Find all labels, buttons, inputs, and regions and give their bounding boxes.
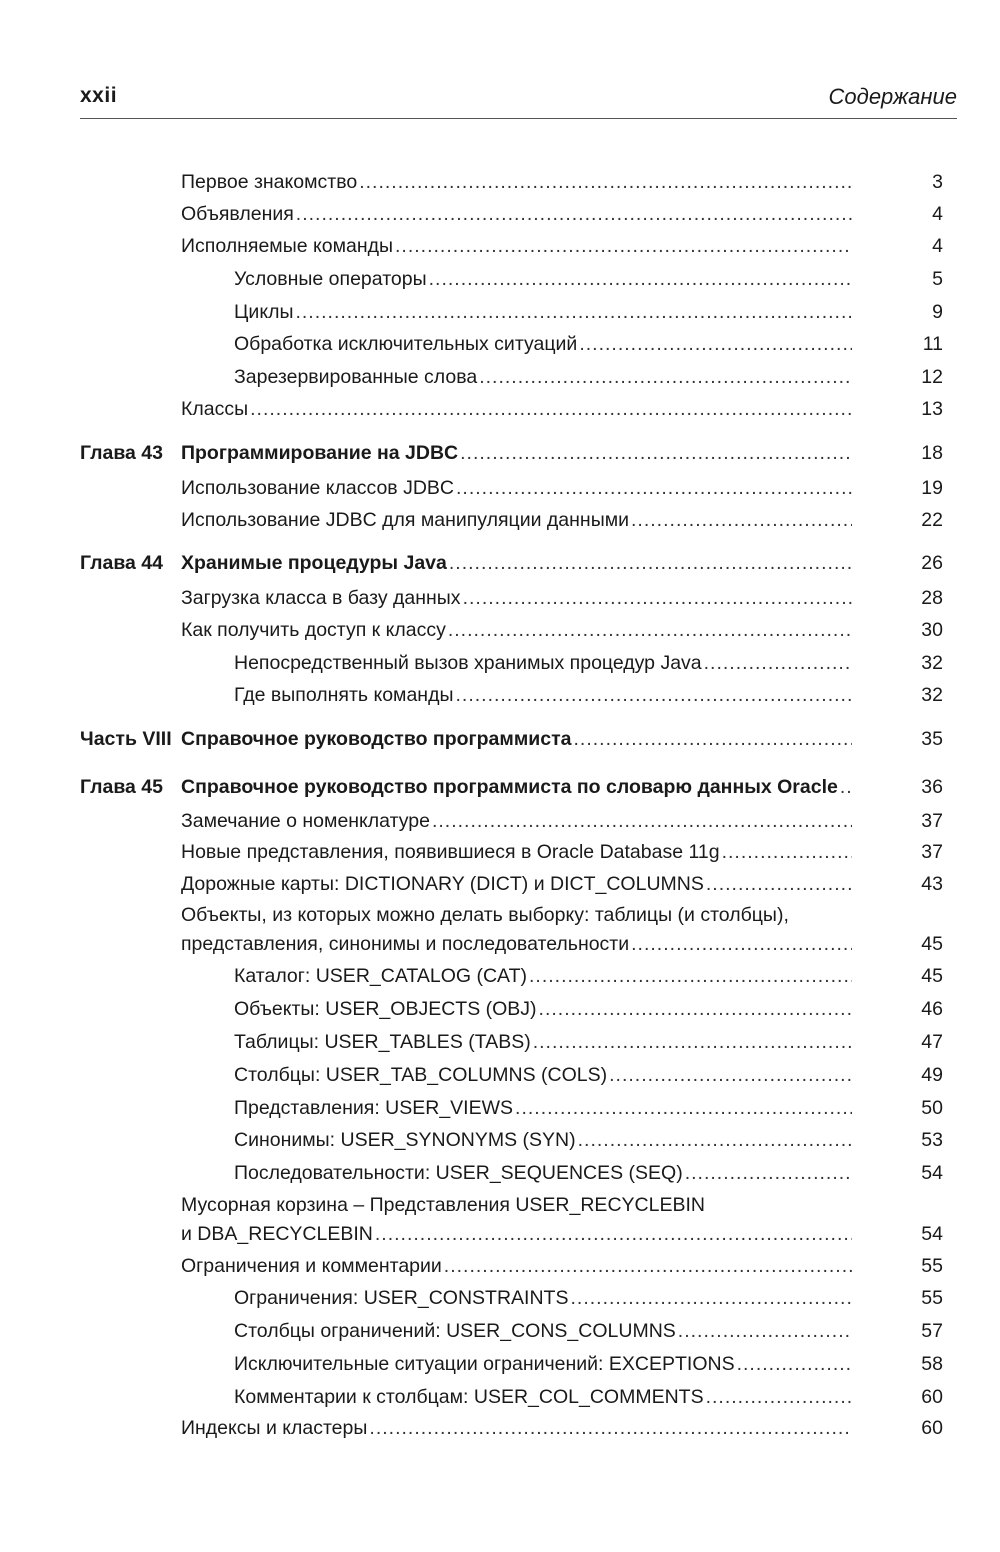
- toc-entry-title: Исполняемые команды: [181, 235, 393, 257]
- leader-dots: [515, 1094, 852, 1122]
- toc-entry-page: 45: [921, 965, 943, 987]
- toc-entry: [0, 330, 1000, 358]
- toc-entry-title: представления, синонимы и последовательности: [181, 933, 630, 955]
- toc-entry-title: Замечание о номенклатуре: [181, 810, 430, 832]
- toc-entry-title: Справочное руководство программиста по словарю данных Oracle: [181, 776, 838, 798]
- leader-dots: [609, 1061, 852, 1089]
- leader-dots: [631, 930, 852, 958]
- page-header: [80, 84, 957, 119]
- toc-entry-page: 9: [932, 301, 943, 323]
- toc-entry-page: 26: [921, 552, 943, 574]
- leader-dots: [448, 616, 852, 644]
- toc-entry-title: Циклы: [234, 301, 294, 323]
- toc-entry-page: 19: [921, 477, 943, 499]
- toc-entry: [0, 995, 1000, 1023]
- toc-entry-page: 43: [921, 873, 943, 895]
- toc-entry-title: Программирование на JDBC: [181, 442, 459, 464]
- chapter-label: Глава 43: [80, 442, 163, 464]
- toc-entry-title: Индексы и кластеры: [181, 1417, 368, 1439]
- toc-entry: [0, 1094, 1000, 1122]
- toc-entry-line1: [0, 1191, 1000, 1219]
- toc-entry: [0, 363, 1000, 391]
- page-number: xxii: [80, 84, 118, 107]
- toc-entry: [0, 168, 1000, 196]
- leader-dots: [460, 439, 852, 467]
- leader-dots: [395, 232, 852, 260]
- toc-entry: [0, 1126, 1000, 1154]
- leader-dots: [456, 474, 852, 502]
- toc-entry-page: 5: [932, 268, 943, 290]
- leader-dots: [296, 200, 852, 228]
- toc-entry: [0, 584, 1000, 612]
- leader-dots: [722, 838, 852, 866]
- toc-entry-title: Где выполнять команды: [234, 684, 454, 706]
- toc-entry: [0, 838, 1000, 866]
- toc-entry-title: Объекты: USER_OBJECTS (OBJ): [234, 998, 537, 1020]
- toc-entry-page: 11: [922, 333, 943, 355]
- leader-dots: [685, 1159, 852, 1187]
- leader-dots: [578, 1126, 852, 1154]
- toc-chapter: [0, 549, 1000, 577]
- toc-entry-page: 37: [921, 841, 943, 863]
- toc-entry-page: 36: [921, 776, 943, 798]
- toc-entry-title: Каталог: USER_CATALOG (CAT): [234, 965, 527, 987]
- toc-entry-page: 22: [921, 509, 943, 531]
- leader-dots: [704, 649, 852, 677]
- leader-dots: [678, 1317, 852, 1345]
- leader-dots: [579, 330, 852, 358]
- toc-entry-page: 3: [932, 171, 943, 193]
- toc-entry-title: и DBA_RECYCLEBIN: [181, 1223, 373, 1245]
- toc-entry: [0, 962, 1000, 990]
- toc-entry-page: 35: [921, 728, 943, 750]
- toc-entry: [0, 474, 1000, 502]
- toc-entry-title: Использование классов JDBC: [181, 477, 454, 499]
- leader-dots: [375, 1220, 852, 1248]
- toc-entry-title: Дорожные карты: DICTIONARY (DICT) и DICT_COLUMNS: [181, 873, 704, 895]
- toc-entry: [0, 395, 1000, 423]
- chapter-label: Глава 45: [80, 776, 163, 798]
- toc-entry-page: 13: [921, 398, 943, 420]
- leader-dots: [429, 265, 852, 293]
- chapter-label: Глава 44: [80, 552, 163, 574]
- toc-entry-page: 30: [921, 619, 943, 641]
- toc-chapter: [0, 439, 1000, 467]
- toc-entry-title: Столбцы ограничений: USER_CONS_COLUMNS: [234, 1320, 676, 1342]
- toc-entry-title: Комментарии к столбцам: USER_COL_COMMENTS: [234, 1386, 704, 1408]
- toc-entry-title: Исключительные ситуации ограничений: EXCEPTIONS: [234, 1353, 735, 1375]
- toc-entry-title: Ограничения: USER_CONSTRAINTS: [234, 1287, 569, 1309]
- toc-entry-page: 54: [921, 1162, 943, 1184]
- toc-entry: [0, 232, 1000, 260]
- toc-entry: [0, 870, 1000, 898]
- leader-dots: [479, 363, 852, 391]
- toc-entry-line1: [0, 901, 1000, 929]
- toc-entry-title-line1: Мусорная корзина – Представления USER_RECYCLEBIN: [181, 1194, 705, 1216]
- toc-entry-page: 18: [921, 442, 943, 464]
- toc-entry-title: Справочное руководство программиста: [181, 728, 572, 750]
- toc-entry-page: 55: [921, 1255, 943, 1277]
- toc-entry: [0, 506, 1000, 534]
- toc-entry: [0, 1350, 1000, 1378]
- toc-entry-title: Ограничения и комментарии: [181, 1255, 442, 1277]
- toc-entry: [0, 681, 1000, 709]
- toc-entry: [0, 1284, 1000, 1312]
- toc-entry-page: 49: [921, 1064, 943, 1086]
- leader-dots: [455, 681, 852, 709]
- toc-entry-title-line1: Объекты, из которых можно делать выборку: таблицы (и столбцы),: [181, 904, 789, 926]
- leader-dots: [250, 395, 852, 423]
- toc-entry-title: Условные операторы: [234, 268, 427, 290]
- leader-dots: [295, 298, 852, 326]
- leader-dots: [631, 506, 852, 534]
- leader-dots: [449, 549, 852, 577]
- toc-entry-page: 60: [921, 1386, 943, 1408]
- toc-entry-page: 32: [921, 684, 943, 706]
- toc-entry-page: 12: [921, 366, 943, 388]
- toc-entry-title: Таблицы: USER_TABLES (TABS): [234, 1031, 531, 1053]
- toc-entry-page: 58: [921, 1353, 943, 1375]
- part-label: Часть VIII: [80, 728, 172, 750]
- leader-dots: [432, 807, 852, 835]
- leader-dots: [444, 1252, 852, 1280]
- leader-dots: [539, 995, 852, 1023]
- toc-entry-page: 60: [921, 1417, 943, 1439]
- toc-entry: [0, 616, 1000, 644]
- toc-entry-title: Хранимые процедуры Java: [181, 552, 447, 574]
- toc-entry: [0, 930, 1000, 958]
- leader-dots: [529, 962, 852, 990]
- toc-entry-title: Новые представления, появившиеся в Oracle Database 11g: [181, 841, 720, 863]
- toc-entry-title: Зарезервированные слова: [234, 366, 478, 388]
- leader-dots: [533, 1028, 852, 1056]
- toc-entry: [0, 1159, 1000, 1187]
- toc-entry-page: 28: [921, 587, 943, 609]
- toc-entry: [0, 200, 1000, 228]
- toc-entry-title: Первое знакомство: [181, 171, 358, 193]
- toc-entry-page: 50: [921, 1097, 943, 1119]
- toc-entry-title: Обработка исключительных ситуаций: [234, 333, 578, 355]
- toc-entry-page: 4: [932, 235, 943, 257]
- toc-entry: [0, 1252, 1000, 1280]
- toc-entry-title: Как получить доступ к классу: [181, 619, 446, 641]
- toc-entry: [0, 807, 1000, 835]
- toc-entry-page: 55: [921, 1287, 943, 1309]
- toc-entry: [0, 1317, 1000, 1345]
- leader-dots: [840, 773, 852, 801]
- toc-entry: [0, 1028, 1000, 1056]
- toc-entry-title: Последовательности: USER_SEQUENCES (SEQ): [234, 1162, 683, 1184]
- toc-entry-title: Классы: [181, 398, 249, 420]
- toc-entry-title: Синонимы: USER_SYNONYMS (SYN): [234, 1129, 576, 1151]
- toc-entry: [0, 1383, 1000, 1411]
- toc-entry-title: Непосредственный вызов хранимых процедур Java: [234, 652, 702, 674]
- toc-entry: [0, 265, 1000, 293]
- toc-entry: [0, 1220, 1000, 1248]
- toc-part: [0, 725, 1000, 753]
- leader-dots: [359, 168, 852, 196]
- leader-dots: [706, 870, 852, 898]
- leader-dots: [706, 1383, 852, 1411]
- leader-dots: [570, 1284, 852, 1312]
- toc-entry-page: 47: [921, 1031, 943, 1053]
- toc-entry: [0, 1061, 1000, 1089]
- toc-entry-title: Использование JDBC для манипуляции данными: [181, 509, 630, 531]
- leader-dots: [369, 1414, 852, 1442]
- running-title: Содержание: [828, 84, 957, 109]
- toc-entry-page: 32: [921, 652, 943, 674]
- toc-entry-page: 37: [921, 810, 943, 832]
- leader-dots: [573, 725, 852, 753]
- toc-entry: [0, 298, 1000, 326]
- toc-entry-page: 46: [921, 998, 943, 1020]
- toc-chapter: [0, 773, 1000, 801]
- leader-dots: [463, 584, 852, 612]
- toc-entry-title: Представления: USER_VIEWS: [234, 1097, 514, 1119]
- toc-entry: [0, 649, 1000, 677]
- toc-entry-title: Столбцы: USER_TAB_COLUMNS (COLS): [234, 1064, 608, 1086]
- toc-entry-title: Загрузка класса в базу данных: [181, 587, 461, 609]
- toc-entry-page: 4: [932, 203, 943, 225]
- leader-dots: [737, 1350, 852, 1378]
- toc-entry-page: 53: [921, 1129, 943, 1151]
- toc-entry: [0, 1414, 1000, 1442]
- toc-entry-title: Объявления: [181, 203, 294, 225]
- toc-entry-page: 54: [921, 1223, 943, 1245]
- toc-entry-page: 57: [921, 1320, 943, 1342]
- toc-entry-page: 45: [921, 933, 943, 955]
